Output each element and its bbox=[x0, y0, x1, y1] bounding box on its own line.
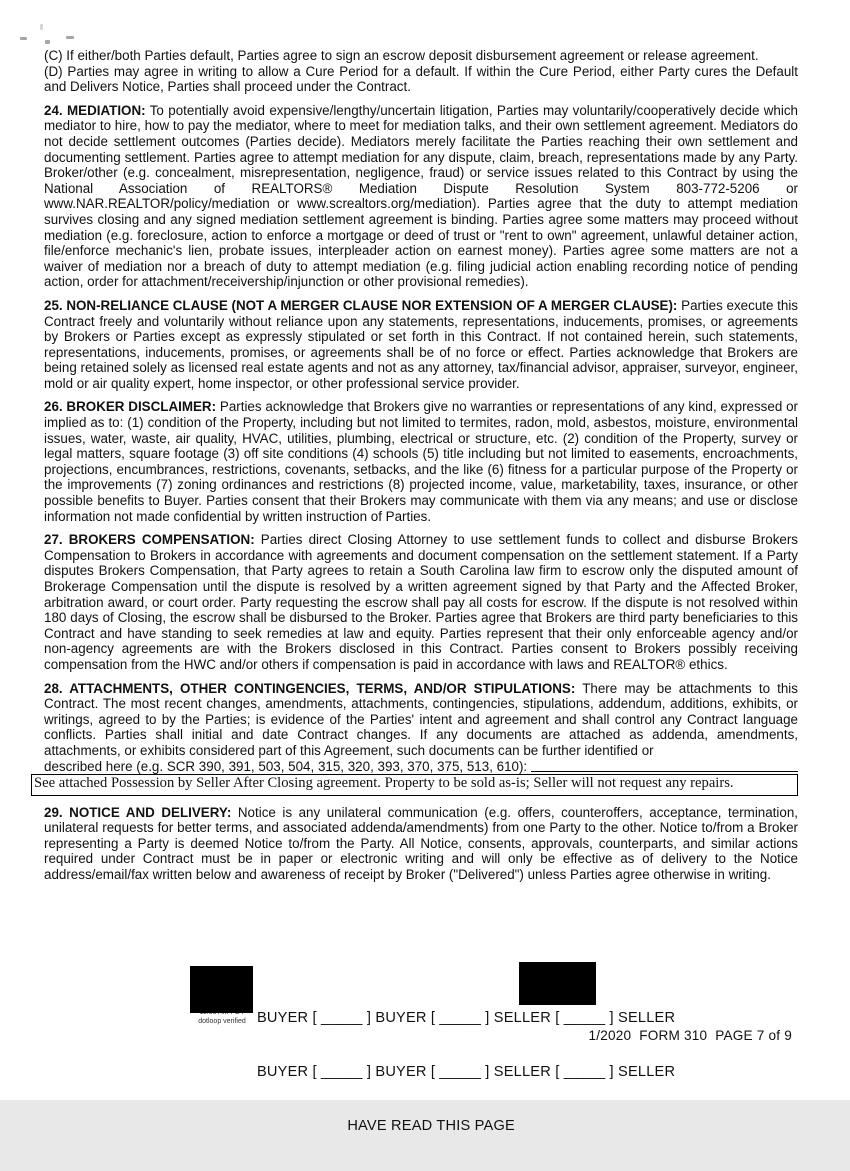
section-26-text: Parties acknowledge that Brokers give no warranties or representations of any kind, expressed or implied as to: (1) condition of the Property, including but not limited to termites, radon, mold, asbestos, moisture, environmental issues, water, waste, air quality, HVAC, utilities, plumbing, electrical or structure, etc. (2) condition of the Property, survey or legal matters, square footage (3) off site conditions (4) schools (5) title including but not limited to easements, encroachments, projections, encumbrances, restrictions, covenants, setbacks, and the like (6) fitness for a particular purpose of the Property or the improvements (7) zoning ordinances and restrictions (8) projected income, value, marketability, taxes, insurance, or other possible benefits to Buyer. Parties consent that their Brokers may communicate with them via any means; and use or disclose information not made confidential by written instruction of Parties. bbox=[44, 399, 798, 524]
buyer-seller-initial-line-2[interactable]: BUYER [ _____ ] BUYER [ _____ ] SELLER [ _____ ] SELLER bbox=[257, 1064, 676, 1080]
section-29-notice-delivery bbox=[44, 805, 798, 883]
section-28-text: There may be attachments to this Contract. The most recent changes, amendments, attachments, contingencies, stipulations, addendum, additions, exhibits, or writings, agreed to by the Parties; is evidence of the Parties' intent and agreement and shall control any Contract language conflicts. Parties shall initial and date Contract changes. If any documents are attached as addenda, amendments, attachments, or exhibits considered part of this Agreement, such documents can be further identified or bbox=[44, 680, 798, 758]
section-28-described-here-line bbox=[44, 759, 798, 775]
scan-artifact bbox=[45, 40, 50, 44]
scan-artifact bbox=[40, 24, 43, 30]
redaction-box-seller-signature bbox=[519, 962, 596, 1005]
scan-artifact bbox=[66, 36, 74, 39]
section-27-text: Parties direct Closing Attorney to use settlement funds to collect and disburse Brokers Compensation to Brokers in accordance with agreements and document compensation on the settlement statement. If a Party disputes Brokers Compensation, that Party agrees to retain a South Carolina law firm to escrow only the disputed amount of Brokerage Compensation until the dispute is resolved by a written agreement signed by that Party and the Affected Broker, arbitration award, or court order. Party requesting the escrow shall pay all costs for escrow. If the dispute is not resolved within 180 days of Closing, the escrow shall be disbursed to the Broker. Parties agree that Brokers are third party beneficiaries to this Contract and have standing to seek remedies at law and equity. Parties represent that their only enforceable agency and/or non-agency agreements are with the Brokers disclosed in this Contract. Parties consent to Brokers possibly receiving compensation from the HWC and/or others if compensation is paid in accordance with laws and REALTOR® ethics. bbox=[44, 532, 798, 672]
scan-artifact bbox=[20, 37, 27, 40]
section-27-heading: 27. BROKERS COMPENSATION: bbox=[44, 532, 255, 548]
signature-initial-block bbox=[257, 973, 675, 1171]
section-24-heading: 24. MEDIATION: bbox=[44, 102, 146, 118]
section-27-brokers-compensation bbox=[44, 532, 798, 672]
section-25-heading: 25. NON-RELIANCE CLAUSE (NOT A MERGER CLAUSE NOR EXTENSION OF A MERGER CLAUSE): bbox=[44, 297, 678, 313]
attachments-description-box[interactable] bbox=[31, 774, 798, 796]
section-26-broker-disclaimer bbox=[44, 399, 798, 524]
section-25-non-reliance bbox=[44, 298, 798, 392]
section-29-heading: 29. NOTICE AND DELIVERY: bbox=[44, 804, 232, 820]
section-29-text: Notice is any unilateral communication (e.g. offers, counteroffers, acceptance, termination, unilateral requests for better terms, and associated addenda/amendments) from one Party to the other. Notice to/from a Broker representing a Party is deemed Notice to/from the Party. All Notice, consents, approvals, counterparts, and similar actions required under Contract must be in paper or electronic writing and will only be effective as of delivery to the Notice address/email/fax written below and awareness of receipt by Broker ("Delivered") unless Parties agree otherwise in writing. bbox=[44, 804, 798, 882]
section-24-text: To potentially avoid expensive/lengthy/uncertain litigation, Parties may voluntarily/cooperatively decide which mediator to hire, how to pay the mediator, where to meet for mediation talks, and their own settlement agreement. Mediators do not decide settlement outcomes (Parties decide). Mediators merely facilitate the Parties reaching their own settlement and documenting settlement. Parties agree to attempt mediation for any dispute, claim, breach, representations made by any Party. Broker/other (e.g. concealment, misrepresentation, negligence, fraud) or service issues related to this Contract by using the National Association of REALTORS® Mediation Dispute Resolution System 803-772-5206 or www.NAR.REALTOR/policy/mediation or www.screaltors.org/mediation). Parties agree that the duty to attempt mediation survives closing and any signed mediation settlement agreement is binding. Parties agree some matters may proceed without mediation (e.g. foreclosure, action to enforce a mortgage or deed of trust or "rent to own" agreement, unlawful detainer action, file/enforce mechanic's lien, probate issues, interpleader action on earnest money). Parties agree some matters are not a waiver of mediation nor a breach of duty to attempt mediation (e.g. filing judicial action enabling recording notice of pending action, order for attachment/receivership/injunction or other provisional remedies). bbox=[44, 102, 798, 290]
described-here-label: described here (e.g. SCR 390, 391, 503, 504, 315, 320, 393, 370, 375, 513, 610): bbox=[44, 758, 528, 774]
attachments-description-text: See attached Possession by Seller After Closing agreement. Property to be sold as-is; Seller will not request any repairs. bbox=[34, 775, 734, 792]
dotloop-stamp-verified: dotloop verified bbox=[198, 1017, 246, 1025]
attachments-blank-line[interactable] bbox=[531, 761, 798, 772]
section-26-heading: 26. BROKER DISCLAIMER: bbox=[44, 399, 217, 415]
section-25-text: Parties execute this Contract freely and voluntarily without reliance upon any statements, representations, inducements, promises, or agreements by Brokers or Parties except as expressly stipulated or set forth in this Contract. If not contained herein, such statements, representations, inducements, promises, or agreements shall be of no force or effect. Parties acknowledge that Brokers are being retained solely as licensed real estate agents and not as any attorney, tax/financial advisor, appraiser, surveyor, engineer, mold or air quality expert, home inspector, or other professional service provider. bbox=[44, 297, 799, 391]
have-read-this-page-note: HAVE READ THIS PAGE bbox=[347, 1118, 515, 1134]
section-28-heading: 28. ATTACHMENTS, OTHER CONTINGENCIES, TERMS, AND/OR STIPULATIONS: bbox=[44, 680, 576, 696]
default-clause-c: (C) If either/both Parties default, Parties agree to sign an escrow deposit disbursement agreement or release agreement. bbox=[44, 48, 759, 63]
form-footer-info: 1/2020 FORM 310 PAGE 7 of 9 bbox=[588, 1028, 792, 1043]
buyer-seller-initial-line-1[interactable]: BUYER [ _____ ] BUYER [ _____ ] SELLER [ _____ ] SELLER bbox=[257, 1010, 676, 1026]
redaction-box-buyer-signature bbox=[190, 966, 253, 1013]
section-28-attachments bbox=[44, 681, 798, 759]
section-24-mediation bbox=[44, 103, 798, 290]
default-clause-d: (D) Parties may agree in writing to allow a Cure Period for a default. If within the Cure Period, either Party cures the Default and Delivers Notice, Parties shall proceed under the Contract. bbox=[44, 63, 798, 95]
